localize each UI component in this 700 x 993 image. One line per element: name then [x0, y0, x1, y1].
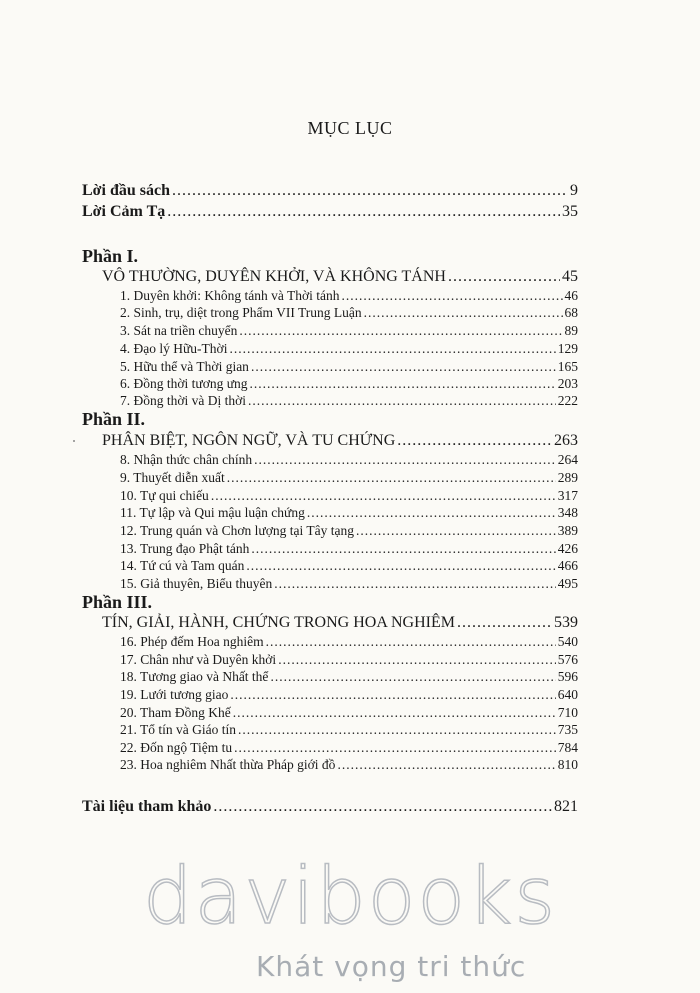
part-title-row[interactable] — [102, 432, 578, 450]
chapter-label: 7. Đồng thời và Dị thời — [120, 393, 247, 408]
part-heading: Phần I. — [82, 246, 139, 266]
dot-leader — [270, 669, 555, 685]
chapter-entry[interactable] — [120, 288, 578, 304]
chapter-entry[interactable] — [120, 305, 578, 321]
toc-entry-page: 9 — [570, 182, 578, 199]
chapter-label: 19. Lưới tương giao — [120, 687, 229, 702]
chapter-label: 14. Tứ cú và Tam quán — [120, 558, 245, 573]
part-title-row[interactable] — [102, 268, 578, 286]
dot-leader — [239, 323, 562, 339]
chapter-entry[interactable] — [120, 652, 578, 668]
dot-leader — [397, 432, 552, 450]
chapter-page: 540 — [557, 634, 578, 649]
toc-entry-label: Tài liệu tham khảo — [82, 798, 212, 815]
dot-leader — [233, 705, 556, 721]
chapter-page: 466 — [557, 558, 578, 573]
chapter-label: 9. Thuyết diễn xuất — [120, 470, 225, 485]
chapter-label: 22. Đốn ngộ Tiệm tu — [120, 740, 233, 755]
chapter-label: 4. Đạo lý Hữu-Thời — [120, 341, 228, 356]
dot-leader — [364, 305, 563, 321]
chapter-entry[interactable] — [120, 376, 578, 392]
part-page: 263 — [554, 432, 578, 449]
dot-leader — [251, 541, 555, 557]
chapter-page: 203 — [557, 376, 578, 391]
chapter-entry[interactable] — [120, 523, 578, 539]
part-page: 45 — [562, 268, 578, 285]
chapter-label: 6. Đồng thời tương ưng — [120, 376, 248, 391]
dot-leader — [238, 722, 556, 738]
dot-leader — [254, 452, 556, 468]
chapter-label: 12. Trung quán và Chơn lượng tại Tây tạng — [120, 523, 354, 538]
toc-entry-page: 35 — [562, 203, 578, 220]
chapter-label: 21. Tổ tín và Giáo tín — [120, 722, 236, 737]
chapter-entry[interactable] — [120, 452, 578, 468]
part-heading: Phần II. — [82, 409, 146, 429]
chapter-label: 13. Trung đạo Phật tánh — [120, 541, 250, 556]
part-title: TÍN, GIẢI, HÀNH, CHỨNG TRONG HOA NGHIÊM — [102, 614, 455, 631]
chapter-label: 5. Hữu thể và Thời gian — [120, 359, 249, 374]
chapter-page: 389 — [557, 523, 578, 538]
chapter-label: 16. Phép đếm Hoa nghiêm — [120, 634, 264, 649]
dot-leader — [229, 341, 555, 357]
dot-leader — [248, 393, 556, 409]
chapter-label: 2. Sinh, trụ, diệt trong Phẩm VII Trung Luận — [120, 305, 362, 320]
chapter-label: 1. Duyên khởi: Không tánh và Thời tánh — [120, 288, 340, 303]
chapter-page: 810 — [557, 757, 578, 772]
chapter-page: 735 — [557, 722, 578, 737]
chapter-label: 18. Tương giao và Nhất thể — [120, 669, 269, 684]
toc-entry-label: Lời Cảm Tạ — [82, 203, 166, 220]
chapter-page: 784 — [557, 740, 578, 755]
chapter-label: 3. Sát na triền chuyển — [120, 323, 238, 338]
chapter-page: 89 — [564, 323, 578, 338]
chapter-page: 348 — [557, 505, 578, 520]
chapter-entry[interactable] — [120, 740, 578, 756]
dot-leader — [356, 523, 556, 539]
dot-leader — [274, 576, 556, 592]
dot-leader — [448, 268, 560, 286]
part-title-row[interactable] — [102, 614, 578, 632]
chapter-entry[interactable] — [120, 757, 578, 773]
dot-leader — [457, 614, 552, 632]
part-title: PHÂN BIỆT, NGÔN NGỮ, VÀ TU CHỨNG — [102, 432, 396, 449]
page-title: MỤC LỤC — [307, 118, 393, 138]
chapter-entry[interactable] — [120, 558, 578, 574]
chapter-entry[interactable] — [120, 359, 578, 375]
paper-speck — [73, 440, 75, 442]
dot-leader — [337, 757, 555, 773]
chapter-page: 222 — [557, 393, 578, 408]
chapter-label: 20. Tham Đồng Khế — [120, 705, 231, 720]
chapter-page: 640 — [557, 687, 578, 702]
chapter-label: 15. Giả thuyên, Biểu thuyên — [120, 576, 273, 591]
chapter-label: 17. Chân như và Duyên khởi — [120, 652, 277, 667]
chapter-label: 23. Hoa nghiêm Nhất thừa Pháp giới đồ — [120, 757, 336, 772]
dot-leader — [246, 558, 555, 574]
chapter-page: 710 — [557, 705, 578, 720]
chapter-page: 165 — [557, 359, 578, 374]
dot-leader — [167, 203, 560, 221]
chapter-page: 426 — [557, 541, 578, 556]
chapter-entry[interactable] — [120, 541, 578, 557]
dot-leader — [307, 505, 556, 521]
chapter-entry[interactable] — [120, 393, 578, 409]
chapter-entry[interactable] — [120, 669, 578, 685]
dot-leader — [266, 634, 556, 650]
dot-leader — [213, 798, 552, 816]
dot-leader — [251, 359, 556, 375]
chapter-entry[interactable] — [120, 505, 578, 521]
dot-leader — [230, 687, 555, 703]
dot-leader — [250, 376, 556, 392]
chapter-entry[interactable] — [120, 470, 578, 486]
toc-entry-references[interactable] — [82, 798, 578, 816]
part-title: VÔ THƯỜNG, DUYÊN KHỞI, VÀ KHÔNG TÁNH — [102, 268, 446, 285]
chapter-entry[interactable] — [120, 341, 578, 357]
chapter-entry[interactable] — [120, 705, 578, 721]
chapter-entry[interactable] — [120, 687, 578, 703]
dot-leader — [278, 652, 556, 668]
dot-leader — [342, 288, 563, 304]
chapter-page: 576 — [557, 652, 578, 667]
toc-entry-foreword[interactable] — [82, 182, 578, 200]
chapter-label: 8. Nhận thức chân chính — [120, 452, 253, 467]
chapter-page: 317 — [557, 488, 578, 503]
chapter-entry[interactable] — [120, 722, 578, 738]
chapter-page: 46 — [564, 288, 578, 303]
chapter-page: 264 — [557, 452, 578, 467]
dot-leader — [234, 740, 556, 756]
chapter-page: 495 — [557, 576, 578, 591]
part-page: 539 — [554, 614, 578, 631]
toc-entry-page: 821 — [554, 798, 578, 815]
chapter-entry[interactable] — [120, 488, 578, 504]
chapter-label: 11. Tự lập và Qui mậu luận chứng — [120, 505, 305, 520]
chapter-page: 596 — [557, 669, 578, 684]
chapter-page: 129 — [557, 341, 578, 356]
watermark-brand: davibooks — [143, 852, 557, 942]
dot-leader — [172, 182, 568, 200]
chapter-page: 68 — [564, 305, 578, 320]
chapter-entry[interactable] — [120, 323, 578, 339]
part-heading: Phần III. — [82, 592, 153, 612]
watermark-tagline: Khát vọng tri thức — [256, 950, 527, 983]
chapter-page: 289 — [557, 470, 578, 485]
toc-entry-label: Lời đầu sách — [82, 182, 170, 199]
toc-entry-acknowledgements[interactable] — [82, 203, 578, 221]
dot-leader — [211, 488, 556, 504]
dot-leader — [227, 470, 556, 486]
chapter-entry[interactable] — [120, 576, 578, 592]
chapter-label: 10. Tự qui chiếu — [120, 488, 209, 503]
chapter-entry[interactable] — [120, 634, 578, 650]
